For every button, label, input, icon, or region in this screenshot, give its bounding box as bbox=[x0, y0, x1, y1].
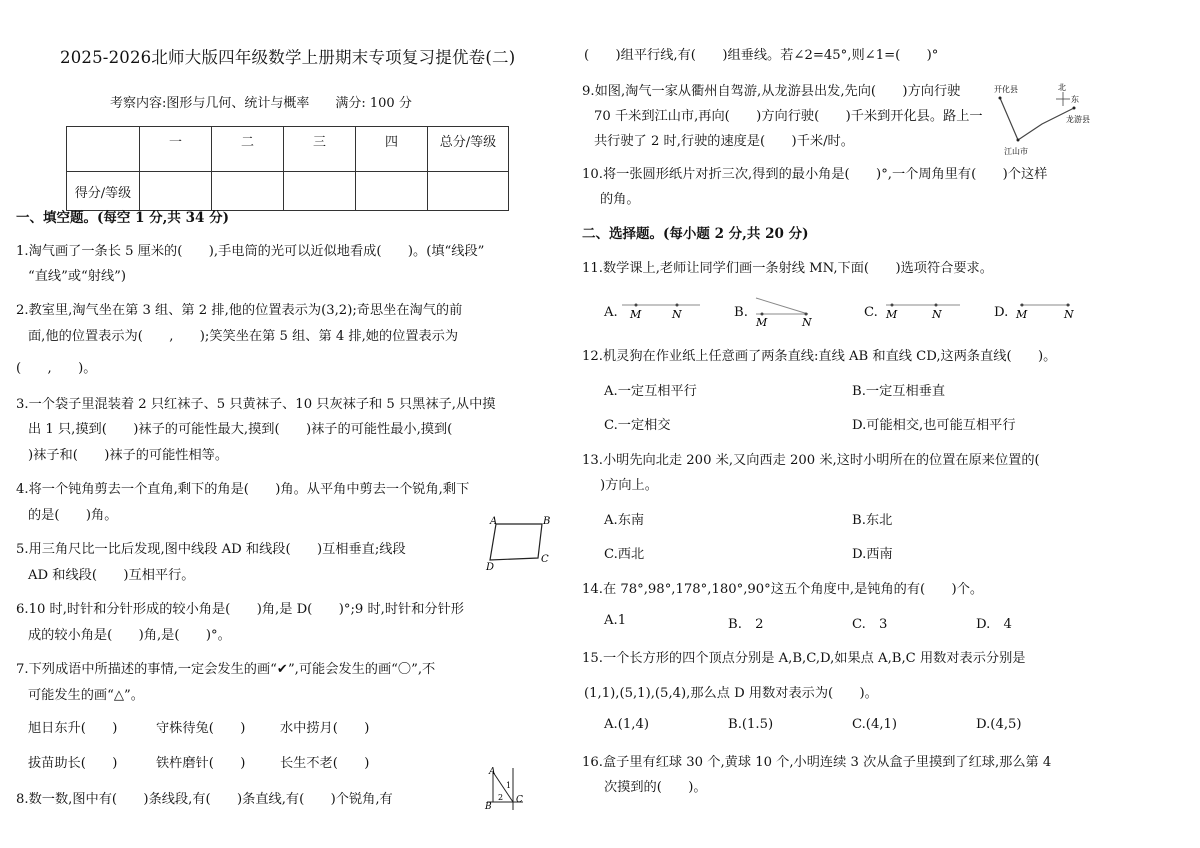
label-n: N bbox=[672, 308, 682, 321]
point-m bbox=[1021, 304, 1024, 307]
option-b[interactable]: B.(1.5) bbox=[728, 717, 774, 732]
question-16-line-2: 次摸到的( )。 bbox=[604, 780, 707, 795]
page-title: 2025-2026北师大版四年级数学上册期末专项复习提优卷(二) bbox=[60, 48, 516, 67]
question-1-line-1: 1.淘气画了一条长 5 厘米的( ),手电筒的光可以近似地看成( )。(填“线段” bbox=[16, 244, 485, 259]
option-b[interactable]: B.东北 bbox=[852, 513, 893, 528]
option-c[interactable]: C.一定相交 bbox=[604, 418, 671, 433]
question-3-line-2: 出 1 只,摸到( )袜子的可能性最大,摸到( )袜子的可能性最小,摸到( bbox=[28, 422, 453, 437]
question-12: 12.机灵狗在作业纸上任意画了两条直线:直线 AB 和直线 CD,这两条直线( )。 bbox=[582, 349, 1057, 364]
option-d[interactable]: D.西南 bbox=[852, 547, 893, 562]
question-15-line-2: (1,1),(5,1),(5,4),那么点 D 用数对表示为( )。 bbox=[584, 686, 878, 701]
map-label-kaihua: 开化县 bbox=[994, 85, 1018, 94]
question-5-line-1: 5.用三角尺比一比后发现,图中线段 AD 和线段( )互相垂直;线段 bbox=[16, 542, 406, 557]
point-m bbox=[891, 304, 894, 307]
option-d[interactable]: D.(4,5) bbox=[976, 717, 1022, 732]
question-14: 14.在 78°,98°,178°,180°,90°这五个角度中,是钝角的有( )个。 bbox=[582, 582, 984, 597]
map-label-north: 北 bbox=[1058, 83, 1066, 92]
label-m: M bbox=[630, 308, 642, 321]
figure-label-a: A bbox=[490, 516, 498, 527]
question-3-line-3: )袜子和( )袜子的可能性相等。 bbox=[28, 448, 229, 463]
option-c[interactable]: C. 3 bbox=[852, 617, 888, 632]
question-4-line-1: 4.将一个钝角剪去一个直角,剩下的角是( )角。从平角中剪去一个锐角,剩下 bbox=[16, 482, 470, 497]
figure-label-2: 2 bbox=[498, 793, 504, 802]
score-table-header-row bbox=[67, 127, 509, 172]
option-a-label[interactable]: A. bbox=[604, 305, 618, 320]
option-b-label[interactable]: B. bbox=[734, 305, 748, 320]
question-3-line-1: 3.一个袋子里混装着 2 只红袜子、5 只黄袜子、10 只灰袜子和 5 只黑袜子,从中摸 bbox=[16, 397, 496, 412]
question-8-line-1: 8.数一数,图中有( )条线段,有( )条直线,有( )个锐角,有 bbox=[16, 792, 393, 807]
trapezoid-shape bbox=[490, 524, 542, 560]
idiom-item: 水中捞月( ) bbox=[280, 721, 370, 736]
trapezoid-figure bbox=[486, 514, 556, 573]
question-5-line-2: AD 和线段( )互相平行。 bbox=[28, 568, 195, 583]
question-9-line-1: 9.如图,淘气一家从衢州自驾游,从龙游县出发,先向( )方向行驶 bbox=[582, 84, 961, 99]
question-2-line-1: 2.教室里,淘气坐在第 3 组、第 2 排,他的位置表示为(3,2);奇思坐在淘气的前 bbox=[16, 303, 463, 318]
question-1-line-2: “直线”或“射线”) bbox=[28, 269, 127, 284]
question-4-line-2: 的是( )角。 bbox=[28, 508, 118, 523]
option-d[interactable]: D.可能相交,也可能互相平行 bbox=[852, 418, 1016, 433]
score-cell[interactable] bbox=[140, 172, 212, 211]
figure-label-1: 1 bbox=[506, 781, 512, 790]
question-7-line-2: 可能发生的画“△”。 bbox=[28, 688, 144, 703]
exam-subtitle: 考察内容:图形与几何、统计与概率 满分: 100 分 bbox=[110, 96, 412, 111]
option-c[interactable]: C.(4,1) bbox=[852, 717, 898, 732]
route-point bbox=[1017, 139, 1020, 142]
option-a-figure[interactable] bbox=[620, 296, 705, 322]
idiom-item: 长生不老( ) bbox=[280, 756, 370, 771]
figure-label-c: C bbox=[541, 554, 549, 565]
option-d-label[interactable]: D. bbox=[994, 305, 1009, 320]
question-9-line-2: 70 千米到江山市,再向( )方向行驶( )千米到开化县。路上一 bbox=[594, 109, 983, 124]
route-point bbox=[1073, 107, 1076, 110]
option-c-label[interactable]: C. bbox=[864, 305, 878, 320]
angle-figure bbox=[483, 766, 529, 810]
point-m bbox=[635, 304, 638, 307]
route-map bbox=[990, 82, 1100, 158]
option-a[interactable]: A.1 bbox=[604, 613, 627, 628]
idiom-item: 旭日东升( ) bbox=[28, 721, 118, 736]
point-n bbox=[1067, 304, 1070, 307]
label-n: N bbox=[1064, 308, 1074, 321]
score-header-cell: 总分/等级 bbox=[428, 127, 509, 172]
option-a[interactable]: A.(1,4) bbox=[604, 717, 649, 732]
figure-label-a: A bbox=[489, 767, 496, 777]
score-table-row bbox=[67, 172, 509, 211]
label-m: M bbox=[886, 308, 898, 321]
figure-label-d: D bbox=[486, 562, 495, 573]
option-b[interactable]: B.一定互相垂直 bbox=[852, 384, 946, 399]
label-m: M bbox=[1016, 308, 1028, 321]
idiom-item: 拔苗助长( ) bbox=[28, 756, 118, 771]
question-13-line-2: )方向上。 bbox=[600, 478, 658, 493]
question-7-line-1: 7.下列成语中所描述的事情,一定会发生的画“✔”,可能会发生的画“〇”,不 bbox=[16, 662, 436, 677]
option-b-figure[interactable] bbox=[750, 294, 820, 328]
label-n: N bbox=[802, 316, 812, 329]
option-c-figure[interactable] bbox=[880, 296, 965, 322]
question-13-line-1: 13.小明先向北走 200 米,又向西走 200 米,这时小明所在的位置在原来位置的( bbox=[582, 453, 1040, 468]
score-header-cell: 三 bbox=[284, 127, 356, 172]
figure-label-c: C bbox=[516, 795, 523, 805]
question-6-line-1: 6.10 时,时针和分针形成的较小角是( )角,是 D( )°;9 时,时针和分针形 bbox=[16, 602, 464, 617]
question-6-line-2: 成的较小角是( )角,是( )°。 bbox=[28, 628, 231, 643]
idiom-item: 守株待兔( ) bbox=[156, 721, 246, 736]
ray-line bbox=[756, 298, 808, 314]
point-n bbox=[676, 304, 679, 307]
figure-label-b: B bbox=[485, 802, 492, 812]
label-m: M bbox=[756, 316, 768, 329]
map-label-longyou: 龙游县 bbox=[1066, 115, 1090, 124]
map-label-east: 东 bbox=[1071, 95, 1079, 104]
score-cell[interactable] bbox=[356, 172, 428, 211]
score-cell[interactable] bbox=[212, 172, 284, 211]
option-a[interactable]: A.东南 bbox=[604, 513, 645, 528]
question-8-line-2: ( )组平行线,有( )组垂线。若∠2=45°,则∠1=( )° bbox=[584, 48, 939, 63]
question-11: 11.数学课上,老师让同学们画一条射线 MN,下面( )选项符合要求。 bbox=[582, 261, 993, 276]
route-point bbox=[999, 97, 1002, 100]
option-d-figure[interactable] bbox=[1010, 296, 1080, 322]
question-10-line-1: 10.将一张圆形纸片对折三次,得到的最小角是( )°,一个周角里有( )个这样 bbox=[582, 167, 1048, 182]
question-2-line-3: ( , )。 bbox=[16, 361, 97, 376]
label-n: N bbox=[932, 308, 942, 321]
figure-label-b: B bbox=[543, 516, 551, 527]
option-a[interactable]: A.一定互相平行 bbox=[604, 384, 697, 399]
question-15-line-1: 15.一个长方形的四个顶点分别是 A,B,C,D,如果点 A,B,C 用数对表示分别是 bbox=[582, 651, 1026, 666]
score-cell[interactable] bbox=[428, 172, 509, 211]
question-9-line-3: 共行驶了 2 时,行驶的速度是( )千米/时。 bbox=[594, 134, 854, 149]
score-header-cell: 一 bbox=[140, 127, 212, 172]
option-b[interactable]: B. 2 bbox=[728, 617, 764, 632]
option-d[interactable]: D. 4 bbox=[976, 617, 1012, 632]
score-header-cell: 四 bbox=[356, 127, 428, 172]
score-table bbox=[66, 126, 509, 211]
map-label-jiangshan: 江山市 bbox=[1004, 147, 1028, 156]
score-header-cell: 二 bbox=[212, 127, 284, 172]
option-c[interactable]: C.西北 bbox=[604, 547, 645, 562]
point-n bbox=[935, 304, 938, 307]
score-row-label: 得分/等级 bbox=[67, 172, 140, 211]
idiom-item: 铁杵磨针( ) bbox=[156, 756, 246, 771]
section-heading-multiple-choice: 二、选择题。(每小题 2 分,共 20 分) bbox=[582, 226, 809, 242]
section-heading-fill-blank: 一、填空题。(每空 1 分,共 34 分) bbox=[16, 210, 229, 226]
question-2-line-2: 面,他的位置表示为( , );笑笑坐在第 5 组、第 4 排,她的位置表示为 bbox=[28, 329, 459, 344]
score-cell[interactable] bbox=[284, 172, 356, 211]
question-16-line-1: 16.盒子里有红球 30 个,黄球 10 个,小明连续 3 次从盒子里摸到了红球,那么第 4 bbox=[582, 755, 1052, 770]
question-10-line-2: 的角。 bbox=[600, 192, 640, 207]
score-header-cell bbox=[67, 127, 140, 172]
